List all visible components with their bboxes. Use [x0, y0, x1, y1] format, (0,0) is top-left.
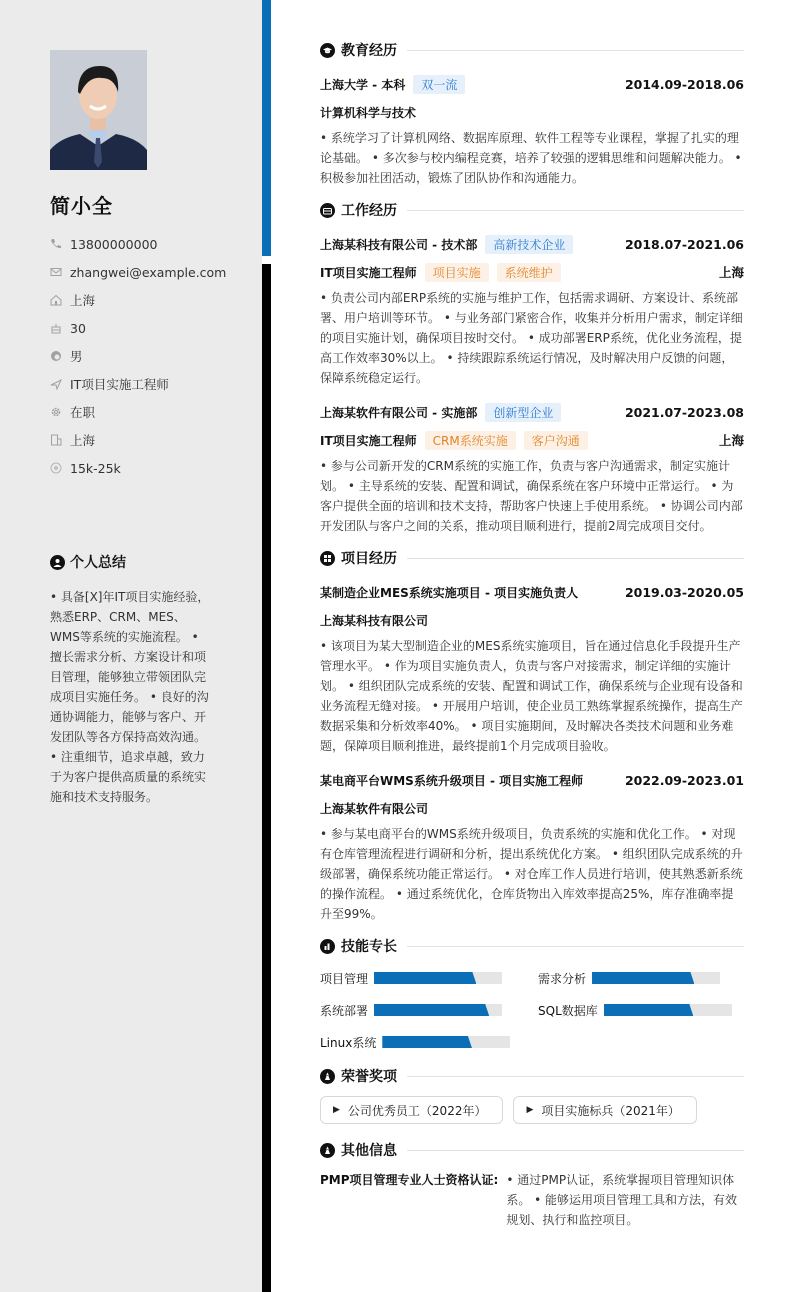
skill-item: SQL数据库	[538, 998, 744, 1022]
heading-rule	[407, 1150, 744, 1151]
work-date: 2018.07-2021.06	[624, 236, 744, 252]
award-item[interactable]: ▶ 公司优秀员工（2022年）	[320, 1096, 503, 1124]
project-entry	[320, 766, 744, 924]
skill-bar	[382, 1036, 510, 1048]
coin-icon	[50, 462, 62, 474]
other-heading: 其他信息	[320, 1138, 744, 1162]
skill-bar-fill	[382, 1036, 472, 1048]
info-status: 在职	[50, 398, 226, 426]
awards-heading: 荣誉奖项	[320, 1064, 744, 1088]
company-name: 上海某软件有限公司 - 实施部	[320, 405, 478, 420]
skills-heading: 技能专长	[320, 934, 744, 958]
education-section	[320, 38, 744, 188]
projects-heading: 项目经历	[320, 546, 744, 570]
skill-tag: 系统维护	[497, 263, 561, 282]
info-city: 上海	[50, 426, 226, 454]
info-gender: 男	[50, 342, 226, 370]
skills-section	[320, 934, 744, 1054]
info-salary: 15k-25k	[50, 454, 226, 482]
project-date: 2022.09-2023.01	[624, 772, 744, 788]
other-item	[320, 1170, 744, 1230]
summary-heading: 个人总结	[50, 552, 126, 572]
info-icon	[320, 1143, 335, 1158]
skill-item: 项目管理	[320, 966, 538, 990]
work-desc: • 负责公司内部ERP系统的实施与维护工作，包括需求调研、方案设计、系统部署、用户培训等环节。 • 与业务部门紧密合作，收集并分析用户需求，制定详细的项目实施计划，确保项目按时交付。 • 成功部署ERP系统，优化业务流程，提高工作效率30%以上。 • 持续跟踪系统运行情况，及时解决用户反馈的问题，保障系统稳定运行。	[320, 291, 743, 385]
mail-icon	[50, 266, 62, 278]
gear-icon	[50, 406, 62, 418]
work-heading: 工作经历	[320, 198, 744, 222]
building-icon	[50, 434, 62, 446]
skill-tag: 项目实施	[425, 263, 489, 282]
work-entry	[320, 398, 744, 536]
skill-item: 需求分析	[538, 966, 744, 990]
work-desc: • 参与公司新开发的CRM系统的实施工作，负责与客户沟通需求，制定实施计划。 • 主导系统的安装、配置和调试，确保系统在客户环境中正常运行。 • 为客户提供全面的培训和技术支持，帮助客户快速上手使用系统。 • 协调公司内部开发团队与客户之间的关系，推动项目顺利进行，提前2周完成项目交付。	[320, 459, 743, 533]
other-value: • 通过PMP认证，系统掌握项目管理知识体系。 • 能够运用项目管理工具和方法，有效规划、执行和监控项目。	[506, 1173, 738, 1227]
skill-bar-fill	[374, 1004, 489, 1016]
skill-bar	[374, 1004, 502, 1016]
work-entry	[320, 230, 744, 388]
accent-bar	[262, 0, 271, 256]
info-phone: 13800000000	[50, 230, 226, 258]
job-icon	[50, 378, 62, 390]
contact-info-list	[50, 230, 226, 482]
heading-rule	[407, 210, 744, 211]
skill-tag: 客户沟通	[524, 431, 588, 450]
heading-rule	[407, 1076, 744, 1077]
education-desc: • 系统学习了计算机网络、数据库原理、软件工程等专业课程，掌握了扎实的理论基础。 • 多次参与校内编程竞赛，培养了较强的逻辑思维和问题解决能力。 • 积极参加社团活动，锻炼了团队协作和沟通能力。	[320, 131, 742, 185]
project-company: 上海某软件有限公司	[320, 801, 429, 816]
heading-rule	[407, 558, 744, 559]
award-icon	[320, 1069, 335, 1084]
education-entry	[320, 70, 744, 188]
divider-bar	[262, 264, 271, 1292]
company-tag: 高新技术企业	[485, 235, 573, 254]
grid-icon	[320, 551, 335, 566]
project-entry	[320, 578, 744, 756]
other-key: PMP项目管理专业人士资格认证:	[320, 1173, 499, 1187]
award-item[interactable]: ▶ 项目实施标兵（2021年）	[513, 1096, 696, 1124]
work-section	[320, 198, 744, 536]
info-age: 30	[50, 314, 226, 342]
awards-list	[320, 1096, 744, 1124]
skill-item: Linux系统	[320, 1030, 538, 1054]
projects-section	[320, 546, 744, 924]
project-desc: • 该项目为某大型制造企业的MES系统实施项目，旨在通过信息化手段提升生产管理水平。 • 作为项目实施负责人，负责与客户对接需求，制定详细的实施计划。 • 组织团队完成系统的安装、配置和调试工作，确保系统与企业现有设备和业务流程无缝对接。 • 开展用户培训，使企业员工熟练掌握系统操作，提高生产数据采集和分析效率40%。 • 项目实施期间，及时解决各类技术问题和业务难题，保障项目顺利推进，最终提前1个月完成项目验收。	[320, 639, 743, 753]
avatar	[50, 50, 147, 170]
project-name: 某电商平台WMS系统升级项目 - 项目实施工程师	[320, 773, 584, 788]
main-content	[320, 38, 744, 1236]
skills-grid	[320, 966, 744, 1054]
summary-text: • 具备[X]年IT项目实施经验，熟悉ERP、CRM、MES、WMS等系统的实施流程。 • 擅长需求分析、方案设计和项目管理，能够独立带领团队完成项目实施任务。 • 良好的沟通协调能力，能够与客户、开发团队等各方保持高效沟通。 • 注重细节，追求卓越，致力于为客户提供高质量的系统实施和技术支持服务。	[50, 590, 210, 804]
position: IT项目实施工程师	[320, 265, 417, 280]
major: 计算机科学与技术	[320, 105, 417, 120]
briefcase-icon	[320, 203, 335, 218]
work-location: 上海	[718, 433, 744, 448]
work-location: 上海	[718, 265, 744, 280]
skill-bar-fill	[374, 972, 476, 984]
company-tag: 创新型企业	[485, 403, 561, 422]
company-name: 上海某科技有限公司 - 技术部	[320, 237, 478, 252]
project-name: 某制造企业MES系统实施项目 - 项目实施负责人	[320, 585, 579, 600]
age-icon	[50, 322, 62, 334]
work-date: 2021.07-2023.08	[624, 404, 744, 420]
skill-item: 系统部署	[320, 998, 538, 1022]
play-icon: ▶	[333, 1105, 340, 1115]
bar-chart-icon	[320, 939, 335, 954]
info-location: 上海	[50, 286, 226, 314]
education-heading: 教育经历	[320, 38, 744, 62]
gender-icon	[50, 350, 62, 362]
heading-rule	[407, 946, 744, 947]
play-icon: ▶	[526, 1105, 534, 1115]
skill-tag: CRM系统实施	[425, 431, 516, 450]
school-tag: 双一流	[413, 75, 465, 94]
skill-bar	[374, 972, 502, 984]
education-date: 2014.09-2018.06	[624, 76, 744, 92]
skill-bar	[604, 1004, 732, 1016]
info-job: IT项目实施工程师	[50, 370, 226, 398]
skill-bar	[592, 972, 720, 984]
phone-icon	[50, 238, 62, 250]
skill-bar-fill	[592, 972, 694, 984]
graduation-cap-icon	[320, 43, 335, 58]
info-email: zhangwei@example.com	[50, 258, 226, 286]
skill-bar-fill	[604, 1004, 694, 1016]
awards-section	[320, 1064, 744, 1124]
other-section	[320, 1138, 744, 1230]
profile-name: 简小全	[50, 194, 113, 218]
heading-rule	[407, 50, 744, 51]
position: IT项目实施工程师	[320, 433, 417, 448]
home-icon	[50, 294, 62, 306]
school-name: 上海大学 - 本科	[320, 77, 406, 92]
user-icon	[50, 555, 65, 570]
project-desc: • 参与某电商平台的WMS系统升级项目，负责系统的实施和优化工作。 • 对现有仓库管理流程进行调研和分析，提出系统优化方案。 • 组织团队完成系统的升级部署，确保系统功能正常运行。 • 对仓库工作人员进行培训，使其熟悉新系统的操作流程。 • 通过系统优化，仓库货物出入库效率提高25%，库存准确率提升至99%。	[320, 827, 743, 921]
project-date: 2019.03-2020.05	[624, 584, 744, 600]
project-company: 上海某科技有限公司	[320, 613, 429, 628]
